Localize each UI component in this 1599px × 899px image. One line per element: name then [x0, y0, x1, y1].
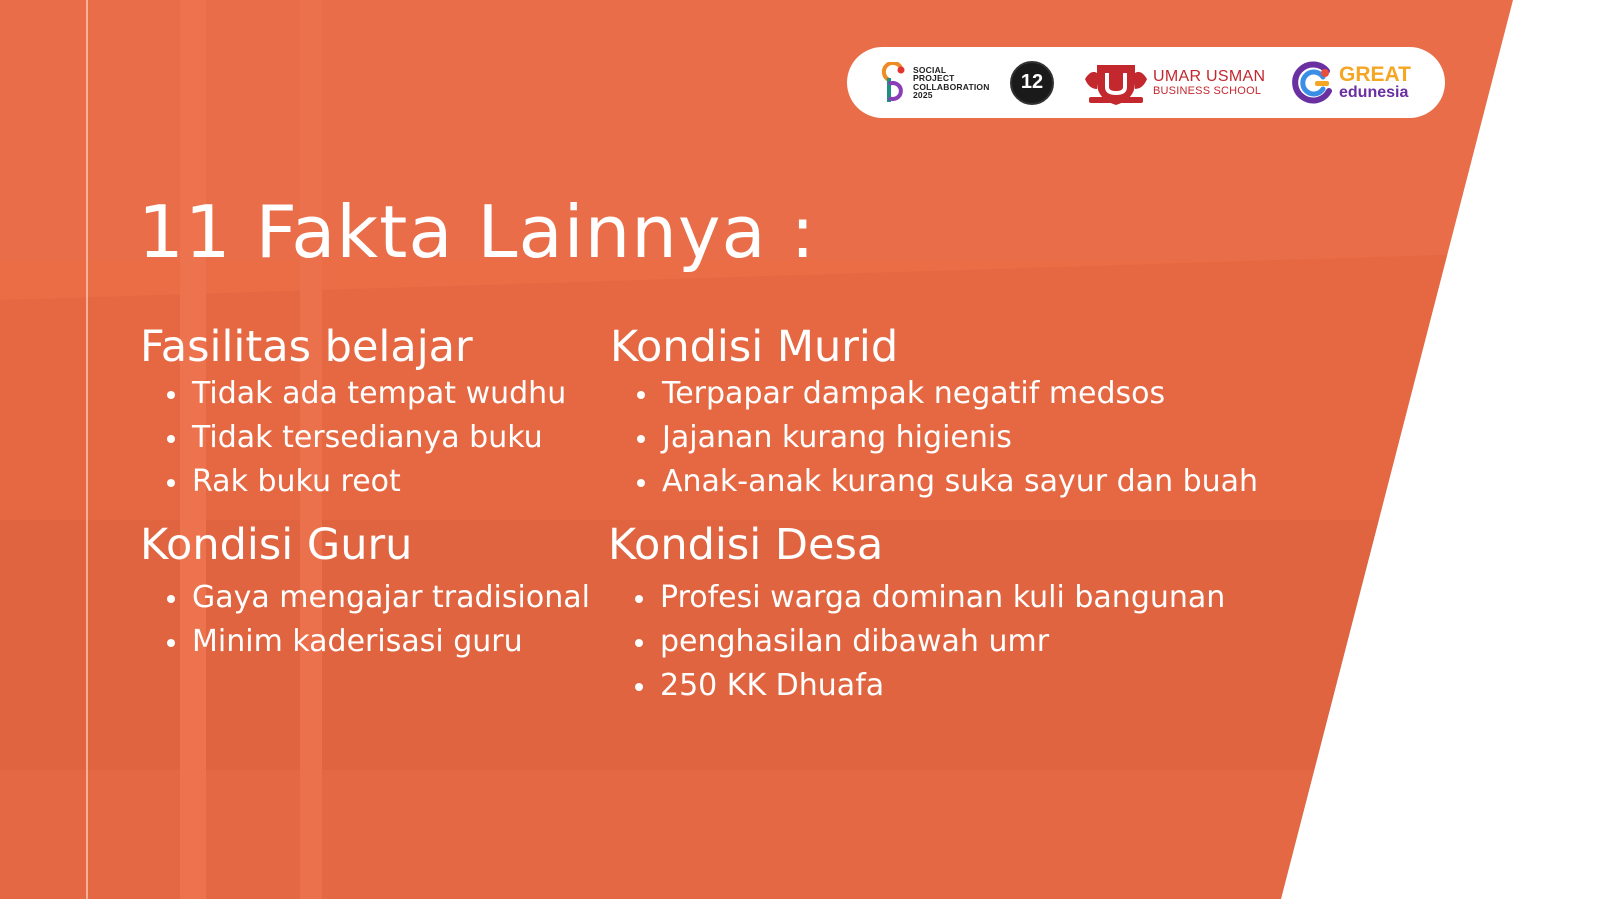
spc-line-1: SOCIAL — [913, 64, 947, 75]
list-item-text: Terpapar dampak negatif medsos — [662, 376, 1166, 411]
list-item — [610, 460, 1258, 504]
list-item — [610, 372, 1258, 416]
list-item — [140, 576, 590, 620]
section-heading: Kondisi Guru — [140, 520, 413, 570]
badge-12-logo — [1010, 47, 1054, 118]
list-item-text: Anak-anak kurang suka sayur dan buah — [662, 464, 1259, 499]
section-heading: Kondisi Desa — [608, 520, 884, 570]
list-item — [608, 620, 1225, 664]
list-item — [140, 620, 590, 664]
slide-title: 11 Fakta Lainnya : — [138, 190, 816, 274]
umar-subtitle: BUSINESS SCHOOL — [1153, 85, 1262, 97]
list-item — [608, 664, 1225, 708]
edunesia-word: edunesia — [1339, 83, 1409, 101]
bullet-icon — [167, 595, 175, 603]
list-item-text: Tidak tersedianya buku — [192, 420, 543, 455]
list-item-text: Tidak ada tempat wudhu — [192, 376, 567, 411]
section-kondisi-guru — [140, 520, 590, 664]
section-heading: Kondisi Murid — [610, 322, 899, 372]
great-edunesia-logo — [1289, 47, 1411, 118]
list-item — [140, 460, 566, 504]
spc-line-3: COLLABORATION — [913, 81, 990, 92]
list-item — [610, 416, 1258, 460]
spc-line-4: 2025 — [913, 90, 933, 100]
bullet-icon — [167, 639, 175, 647]
umar-name: UMAR USMAN — [1153, 68, 1266, 85]
badge-12-circle — [1010, 61, 1054, 105]
bullet-icon — [167, 479, 175, 487]
bullet-icon — [635, 639, 643, 647]
bullet-icon — [635, 595, 643, 603]
bullet-list — [140, 576, 590, 664]
umar-usman-logo — [1083, 47, 1265, 118]
bullet-icon — [167, 435, 175, 443]
bullet-icon — [637, 479, 645, 487]
bullet-icon — [637, 391, 645, 399]
list-item — [608, 576, 1225, 620]
bullet-list — [608, 576, 1225, 708]
list-item-text: 250 KK Dhuafa — [660, 668, 885, 703]
section-kondisi-murid — [610, 322, 1258, 504]
list-item-text: Gaya mengajar tradisional — [192, 580, 590, 615]
spc-line-2: PROJECT — [913, 73, 955, 83]
bullet-icon — [167, 391, 175, 399]
great-word: GREAT — [1339, 62, 1411, 86]
list-item-text: Jajanan kurang higienis — [662, 420, 1012, 455]
list-item-text: Profesi warga dominan kuli bangunan — [660, 580, 1226, 615]
bullet-list — [610, 372, 1258, 504]
list-item — [140, 416, 566, 460]
section-fasilitas-belajar — [140, 322, 566, 504]
section-kondisi-desa — [608, 520, 1225, 708]
section-heading: Fasilitas belajar — [140, 322, 473, 372]
bullet-icon — [635, 683, 643, 691]
spc-mark-icon — [881, 62, 907, 104]
list-item-text: Rak buku reot — [192, 464, 401, 499]
list-item — [140, 372, 566, 416]
bullet-list — [140, 372, 566, 504]
spc-logo — [881, 47, 990, 118]
umar-crest-icon — [1083, 59, 1149, 107]
great-mark-icon — [1289, 59, 1337, 107]
list-item-text: penghasilan dibawah umr — [660, 624, 1050, 659]
bullet-icon — [637, 435, 645, 443]
logo-bar — [847, 47, 1445, 118]
list-item-text: Minim kaderisasi guru — [192, 624, 523, 659]
badge-12-text: 12 — [1020, 71, 1044, 93]
vertical-divider-line — [86, 0, 88, 899]
